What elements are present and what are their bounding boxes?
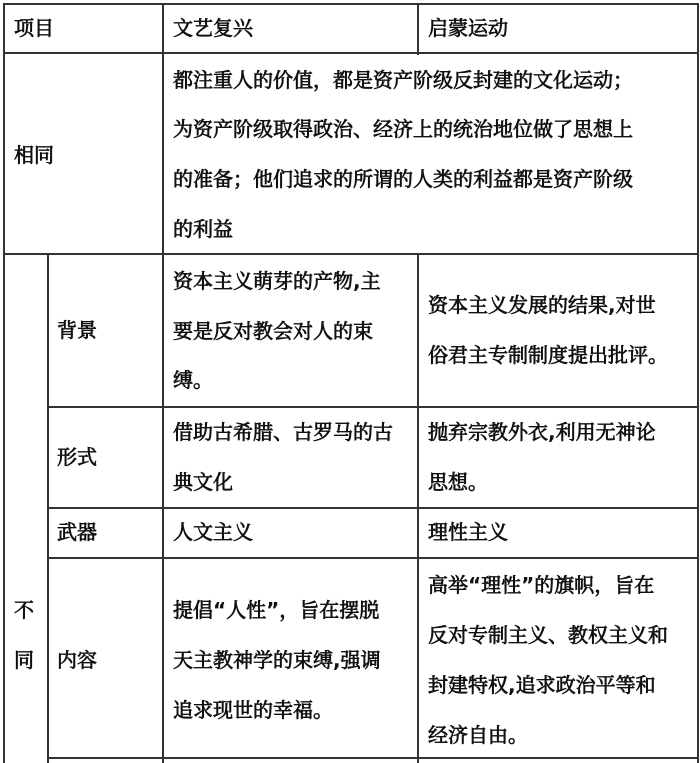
cell-line: 理性主义 [428,520,508,544]
cell-line: 追求现世的幸福。 [173,698,333,722]
cell-line: 提倡“人性”，旨在摆脱 [173,598,380,622]
cell-line: 经济自由。 [428,723,528,747]
grid-line [3,52,698,54]
cell-line: 高举“理性”的旗帜，旨在 [428,573,655,597]
grid-line [417,253,419,763]
grid-line [697,3,699,763]
different-label-char: 不 [14,598,34,622]
grid-line [162,3,164,763]
cell-line: 封建特权,追求政治平等和 [428,673,656,697]
row-label-content: 内容 [57,648,97,672]
same-text-line: 的准备；他们追求的所谓的人类的利益都是资产阶级 [173,167,633,191]
same-text-line: 为资产阶级取得政治、经济上的统治地位做了思想上 [173,117,633,141]
same-text-line: 的利益 [173,217,233,241]
cell-line: 典文化 [173,470,233,494]
header-enlightenment: 启蒙运动 [428,16,508,40]
cell-line: 要是反对教会对人的束 [173,319,373,343]
row-label-weapon: 武器 [57,520,97,544]
same-label: 相同 [14,143,54,167]
grid-line [47,557,698,559]
grid-line [47,253,49,763]
cell-line: 天主教神学的束缚,强调 [173,648,381,672]
grid-line [47,757,698,759]
different-label-char: 同 [14,648,34,672]
cell-line: 思想。 [428,470,488,494]
same-text-line: 都注重人的价值，都是资产阶级反封建的文化运动； [173,68,633,92]
cell-line: 借助古希腊、古罗马的古 [173,420,393,444]
cell-line: 反对专制主义、教权主义和 [428,623,668,647]
grid-line [417,3,419,55]
grid-line [3,3,5,763]
grid-line [3,253,698,255]
row-label-form: 形式 [57,445,97,469]
row-label-background: 背景 [57,318,97,342]
cell-line: 人文主义 [173,520,253,544]
cell-line: 抛弃宗教外衣,利用无神论 [428,420,656,444]
header-renaissance: 文艺复兴 [173,16,253,40]
grid-line [3,3,698,5]
cell-line: 资本主义发展的结果,对世 [428,293,656,317]
cell-line: 缚。 [173,368,213,392]
cell-line: 俗君主专制制度提出批评。 [428,343,668,367]
grid-line [47,507,698,509]
header-item: 项目 [14,16,54,40]
cell-line: 资本主义萌芽的产物,主 [173,269,381,293]
